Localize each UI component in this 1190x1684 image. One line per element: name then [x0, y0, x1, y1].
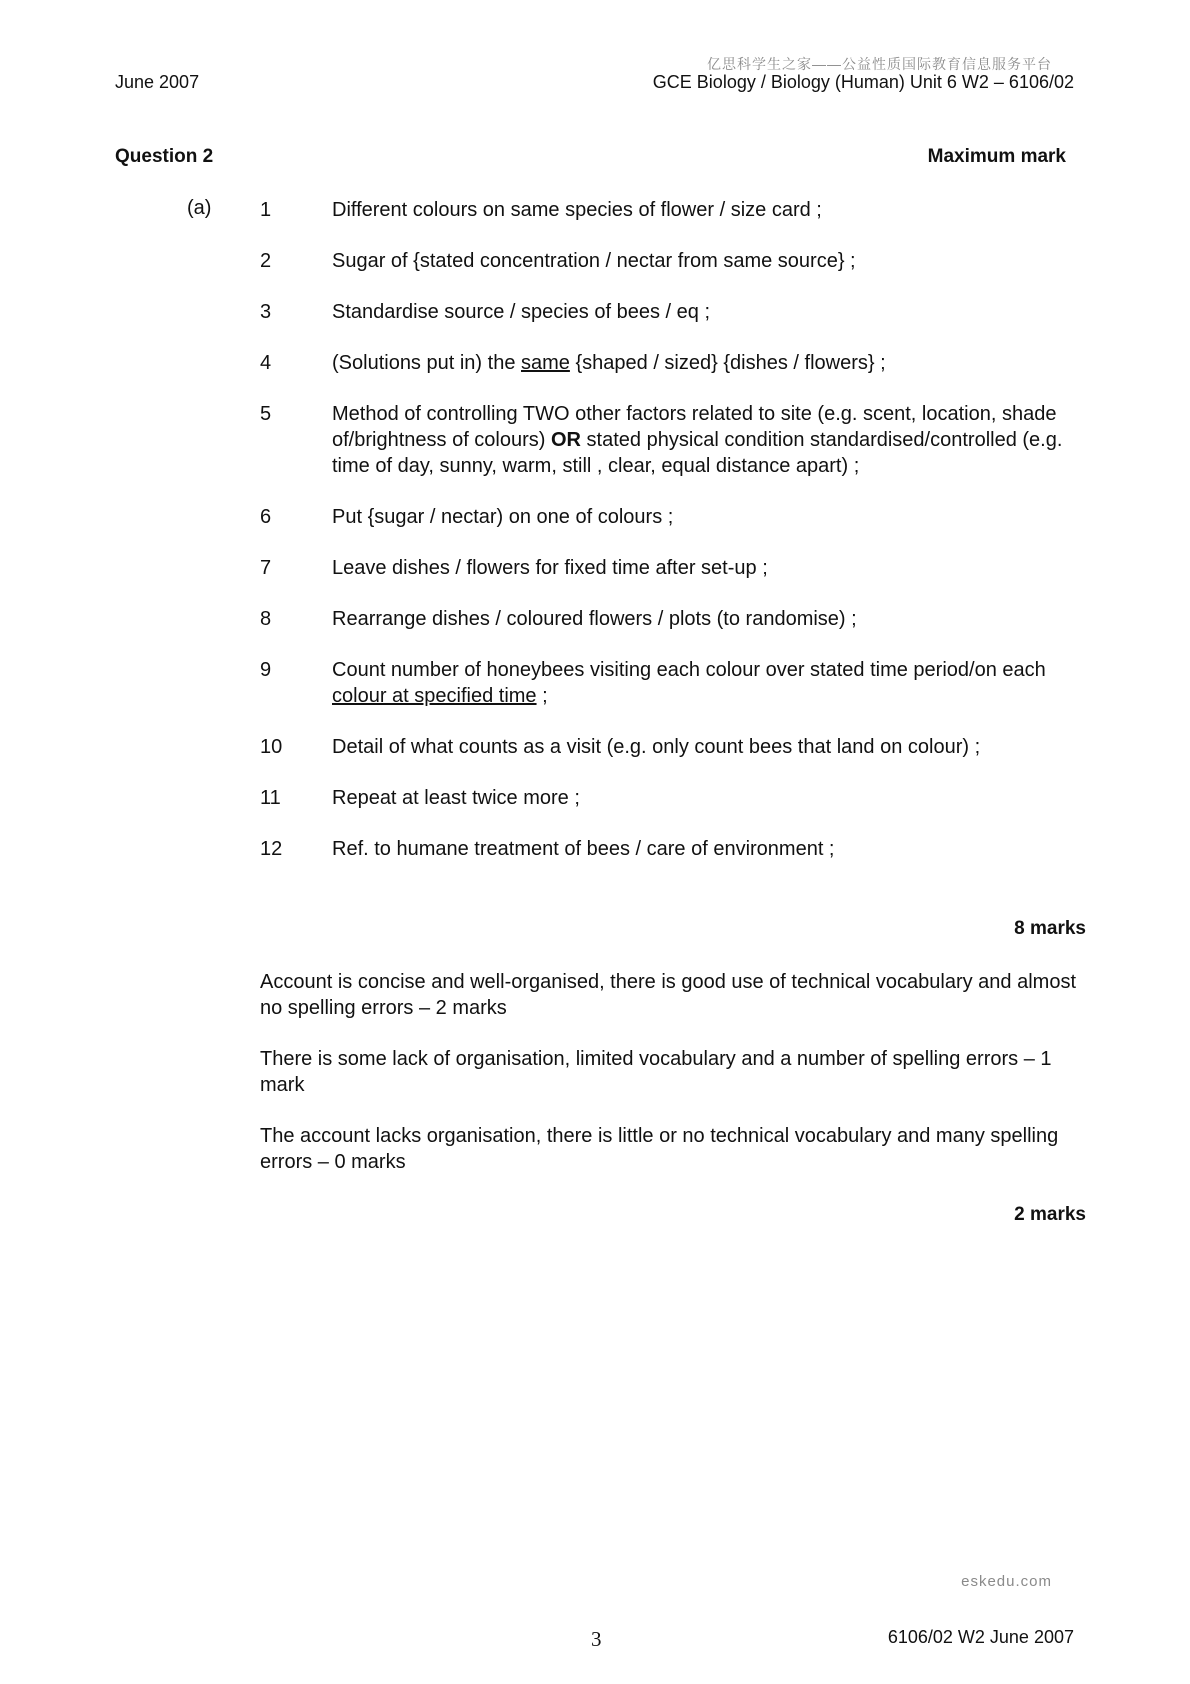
- item-number: 1: [260, 199, 272, 221]
- qwc-criterion: Account is concise and well-organised, there is good use of technical vocabulary and almost no spelling errors – 2 marks: [260, 971, 1077, 1019]
- qwc-criterion: There is some lack of organisation, limited vocabulary and a number of spelling errors – 1 mark: [260, 1048, 1052, 1096]
- item-number: 6: [260, 506, 272, 528]
- item-text-part: ;: [536, 685, 548, 707]
- item-text: Repeat at least twice more ;: [332, 787, 580, 809]
- item-text: Leave dishes / flowers for fixed time after set-up ;: [332, 557, 768, 579]
- watermark-text: 亿思科学生之家——公益性质国际教育信息服务平台: [707, 56, 1052, 72]
- list-item: [260, 401, 1090, 479]
- marks-total-qwc: 2 marks: [1014, 1204, 1086, 1225]
- list-item: [260, 350, 1090, 376]
- item-number: 9: [260, 659, 272, 681]
- item-number: 7: [260, 557, 272, 579]
- marks-total-a: 8 marks: [1014, 918, 1086, 939]
- qwc-criterion: The account lacks organisation, there is little or no technical vocabulary and many spelling errors – 0 marks: [260, 1125, 1059, 1173]
- item-number: 4: [260, 352, 272, 374]
- item-text: Different colours on same species of flower / size card ;: [332, 199, 822, 221]
- list-item: [260, 836, 1090, 862]
- footer-watermark: eskedu.com: [961, 1573, 1052, 1590]
- item-text-part: Count number of honeybees visiting each colour over stated time period/on each: [332, 659, 1046, 681]
- list-item: [260, 555, 1090, 581]
- footer-code: 6106/02 W2 June 2007: [887, 1627, 1074, 1647]
- item-text: [332, 350, 1090, 376]
- list-item: [260, 606, 1090, 632]
- item-text-part: Method of controlling TWO other factors related to site (e.g. scent, location, shade of/brightness of colours): [332, 403, 1057, 451]
- item-number: 3: [260, 301, 272, 323]
- header-date: June 2007: [115, 72, 200, 92]
- question-title: Question 2: [115, 146, 214, 167]
- item-text: Ref. to humane treatment of bees / care of environment ;: [332, 838, 835, 860]
- item-number: 5: [260, 403, 272, 425]
- qwc-criteria: [260, 969, 1090, 1200]
- bold-text: OR: [551, 429, 581, 451]
- underlined-text: colour at specified time: [332, 685, 537, 707]
- item-number: 12: [260, 838, 283, 860]
- item-text-part: {shaped / sized} {dishes / flowers} ;: [569, 352, 886, 374]
- item-text: [332, 401, 1090, 479]
- list-item: [260, 299, 1090, 325]
- mark-scheme-list: [260, 197, 1090, 887]
- item-number: 2: [260, 250, 272, 272]
- list-item: [260, 657, 1090, 709]
- item-text: Detail of what counts as a visit (e.g. only count bees that land on colour) ;: [332, 736, 981, 758]
- page-number: 3: [591, 1627, 602, 1651]
- list-item: [260, 734, 1090, 760]
- part-label: (a): [187, 197, 212, 219]
- underlined-text: same: [521, 352, 570, 374]
- list-item: [260, 197, 1090, 223]
- item-text: Rearrange dishes / coloured flowers / plots (to randomise) ;: [332, 608, 857, 630]
- list-item: [260, 785, 1090, 811]
- max-mark-heading: Maximum mark: [927, 146, 1066, 167]
- item-number: 10: [260, 736, 283, 758]
- list-item: [260, 248, 1090, 274]
- item-text-part: stated physical condition standardised/controlled (e.g. time of day, sunny, warm, still , clear, equal distance apart) ;: [332, 429, 1063, 477]
- item-number: 8: [260, 608, 272, 630]
- header-course: GCE Biology / Biology (Human) Unit 6 W2 – 6106/02: [652, 72, 1074, 92]
- item-text: Put {sugar / nectar) on one of colours ;: [332, 506, 674, 528]
- item-number: 11: [260, 787, 281, 809]
- item-text-part: (Solutions put in) the: [332, 352, 521, 374]
- item-text: Sugar of {stated concentration / nectar from same source} ;: [332, 250, 856, 272]
- item-text: [332, 657, 1090, 709]
- item-text: Standardise source / species of bees / eq ;: [332, 301, 710, 323]
- list-item: [260, 504, 1090, 530]
